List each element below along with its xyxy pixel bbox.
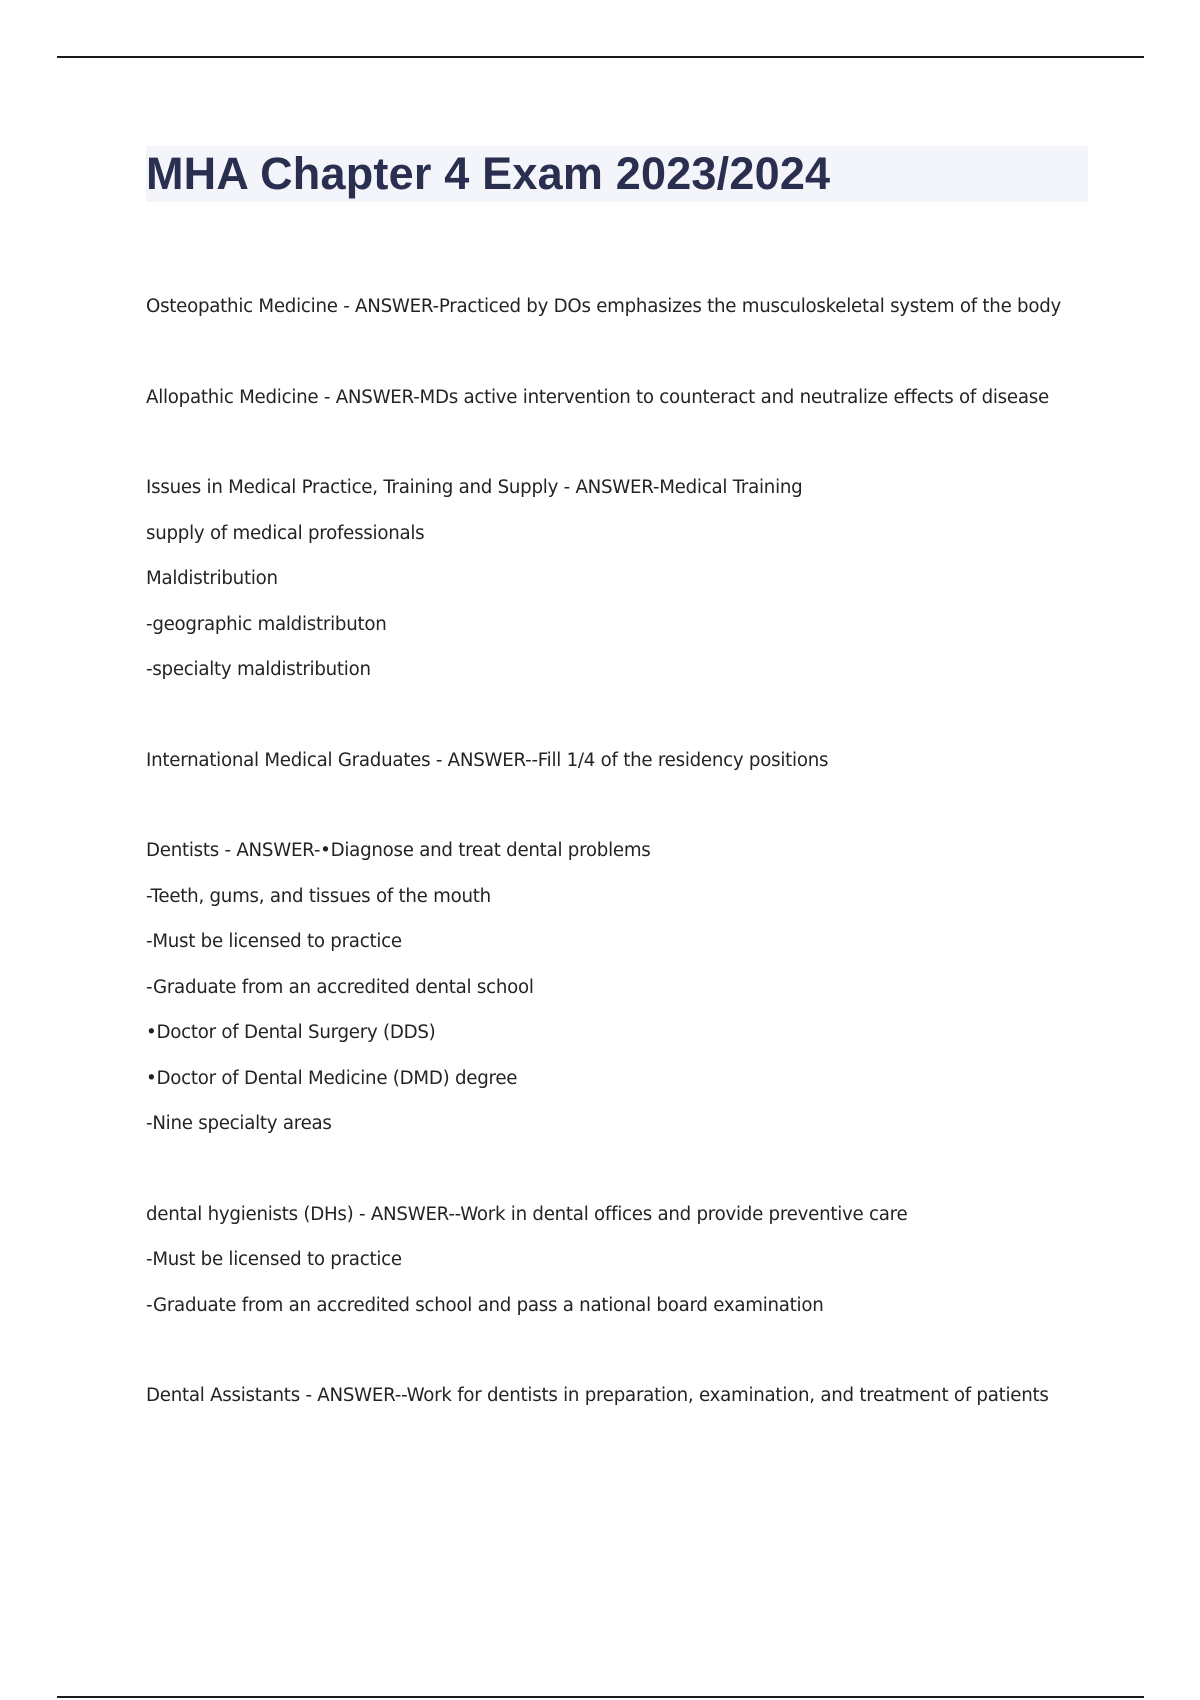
document-title: MHA Chapter 4 Exam 2023/2024 <box>146 148 831 199</box>
qa-entry-allopathic-medicine <box>146 375 1106 421</box>
entry-line: -Graduate from an accredited school and pass a national board examination <box>146 1294 824 1316</box>
qa-entry-dentists <box>146 828 1106 1147</box>
entry-line: Allopathic Medicine - ANSWER-MDs active intervention to counteract and neutralize effects of disease <box>146 386 1049 408</box>
entry-line: -Must be licensed to practice <box>146 1249 402 1270</box>
bottom-rule <box>57 1696 1144 1698</box>
entry-line: Issues in Medical Practice, Training and Supply - ANSWER-Medical Training <box>146 477 803 498</box>
entry-line: Osteopathic Medicine - ANSWER-Practiced by DOs emphasizes the musculoskeletal system of the body <box>146 296 1062 317</box>
entry-line: Dental Assistants - ANSWER--Work for dentists in preparation, examination, and treatment of patients <box>146 1385 1049 1406</box>
entry-line: -geographic maldistributon <box>146 613 387 635</box>
entry-line: -Nine specialty areas <box>146 1113 332 1134</box>
entry-line: -specialty maldistribution <box>146 659 371 680</box>
entry-line: supply of medical professionals <box>146 522 425 544</box>
entry-line: -Must be licensed to practice <box>146 931 402 952</box>
entry-line: dental hygienists (DHs) - ANSWER--Work in dental offices and provide preventive care <box>146 1203 908 1225</box>
entry-line: Dentists - ANSWER-•Diagnose and treat dental problems <box>146 840 651 861</box>
qa-entry-dental-hygienists <box>146 1192 1106 1329</box>
document-body <box>146 284 1106 1419</box>
qa-entry-international-medical-graduates <box>146 738 1106 784</box>
qa-entry-dental-assistants <box>146 1373 1106 1419</box>
top-rule <box>57 56 1144 58</box>
qa-entry-osteopathic-medicine <box>146 284 1106 330</box>
entry-line: International Medical Graduates - ANSWER--Fill 1/4 of the residency positions <box>146 749 829 771</box>
entry-line: Maldistribution <box>146 568 278 589</box>
entry-line: •Doctor of Dental Medicine (DMD) degree <box>146 1067 518 1089</box>
entry-line: -Graduate from an accredited dental school <box>146 976 534 998</box>
entry-line: •Doctor of Dental Surgery (DDS) <box>146 1022 436 1043</box>
entry-line: -Teeth, gums, and tissues of the mouth <box>146 885 491 907</box>
qa-entry-issues-in-medical-practice <box>146 465 1106 693</box>
